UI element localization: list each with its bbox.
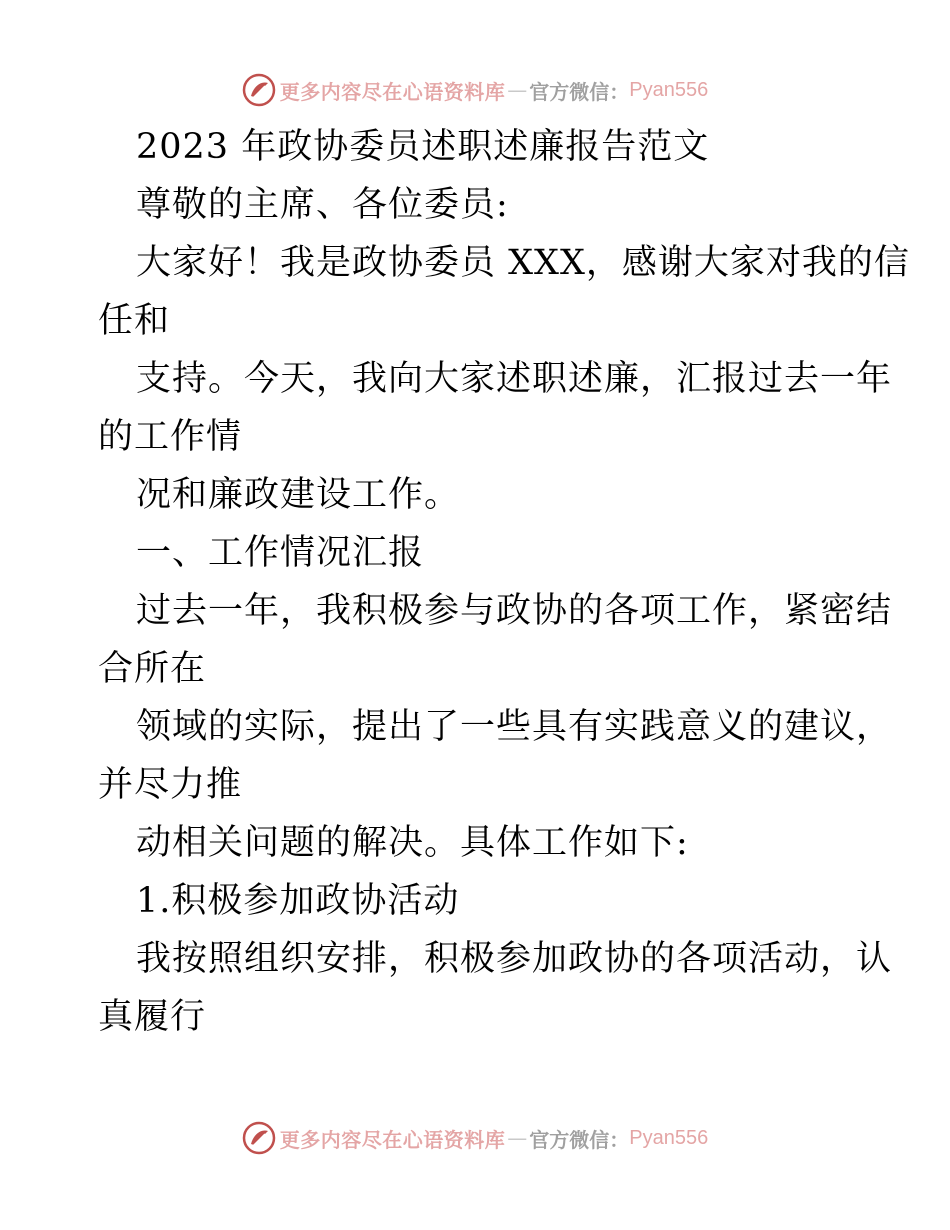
document-line: 过去一年，我积极参与政协的各项工作，紧密结	[136, 591, 893, 631]
document-line: 的工作情	[98, 417, 243, 457]
footer-watermark	[0, 1118, 950, 1158]
watermark-wechat-id: Pyan556	[629, 78, 709, 101]
document-line: 并尽力推	[98, 765, 243, 805]
document-line: 尊敬的主席、各位委员:	[136, 185, 509, 225]
watermark-brand-text: 更多内容尽在心语资料库	[279, 79, 506, 104]
watermark-separator: —	[507, 78, 528, 102]
watermark-official-label: 官方微信：	[529, 79, 630, 104]
document-line: 大家好！我是政协委员 XXX，感谢大家对我的信	[136, 243, 910, 283]
document-line: 合所在	[98, 649, 207, 689]
brand-logo-icon	[242, 1121, 276, 1155]
document-line: 任和	[98, 301, 171, 341]
watermark-official-label: 官方微信：	[529, 1127, 630, 1152]
document-line: 领域的实际，提出了一些具有实践意义的建议，	[136, 707, 893, 747]
document-line: 一、工作情况汇报	[136, 533, 425, 573]
brand-logo-icon	[242, 73, 276, 107]
header-watermark	[0, 70, 950, 110]
watermark-brand-text: 更多内容尽在心语资料库	[279, 1127, 506, 1152]
document-line: 动相关问题的解决。具体工作如下:	[136, 823, 689, 863]
document-body	[98, 118, 910, 1046]
document-line: 支持。今天，我向大家述职述廉，汇报过去一年	[136, 359, 893, 399]
document-line: 1.积极参加政协活动	[136, 881, 460, 921]
watermark-separator: —	[507, 1126, 528, 1150]
document-line: 我按照组织安排，积极参加政协的各项活动，认	[136, 939, 893, 979]
document-line: 况和廉政建设工作。	[136, 475, 461, 515]
document-line: 真履行	[98, 997, 207, 1037]
document-line: 2023 年政协委员述职述廉报告范文	[136, 127, 710, 167]
watermark-wechat-id: Pyan556	[629, 1126, 709, 1149]
